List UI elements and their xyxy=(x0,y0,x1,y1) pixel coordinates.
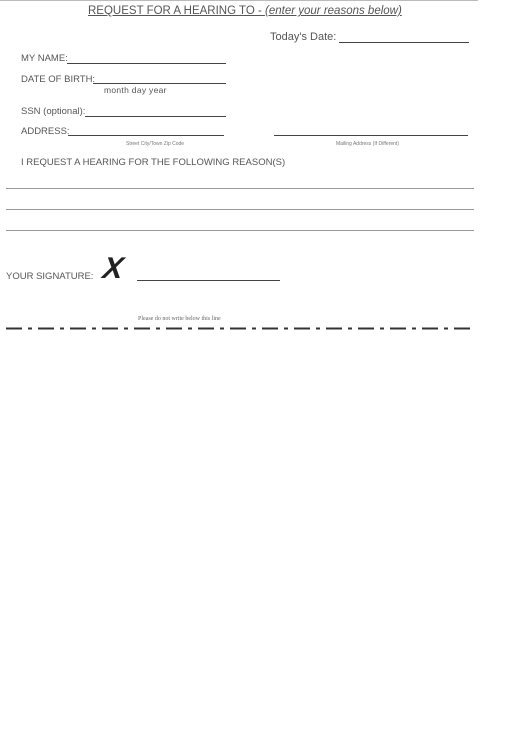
reason-label: I REQUEST A HEARING FOR THE FOLLOWING REASON(S) xyxy=(21,157,286,168)
name-field[interactable] xyxy=(67,63,226,64)
dob-field[interactable] xyxy=(93,83,226,84)
footer-note: Please do not write below this line xyxy=(138,316,221,322)
top-border xyxy=(0,0,478,1)
signature-x-mark: X xyxy=(100,252,126,285)
mailing-address-sublabel: Mailing Address (If Different) xyxy=(336,141,399,147)
address-label: ADDRESS: xyxy=(21,126,70,137)
mailing-address-field[interactable] xyxy=(274,135,468,136)
cut-line xyxy=(6,327,476,330)
ssn-field[interactable] xyxy=(85,116,226,117)
ssn-label: SSN (optional): xyxy=(21,106,86,117)
form-title-main: REQUEST FOR A HEARING TO - xyxy=(88,5,266,17)
signature-field[interactable] xyxy=(137,280,280,281)
todays-date-field[interactable] xyxy=(339,42,469,43)
reason-line-3[interactable] xyxy=(6,230,474,231)
address-sublabel: Street City/Town Zip Code xyxy=(126,141,185,147)
reason-line-2[interactable] xyxy=(6,209,474,210)
todays-date-label: Today's Date: xyxy=(270,31,337,43)
signature-label: YOUR SIGNATURE: xyxy=(6,271,94,282)
reason-line-1[interactable] xyxy=(6,188,474,189)
form-title-italic: (enter your reasons below) xyxy=(265,5,402,17)
address-field[interactable] xyxy=(68,135,224,136)
dob-sublabel: month day year xyxy=(104,85,167,95)
name-label: MY NAME: xyxy=(21,53,68,64)
dob-label: DATE OF BIRTH: xyxy=(21,74,96,85)
form-title xyxy=(88,5,402,17)
